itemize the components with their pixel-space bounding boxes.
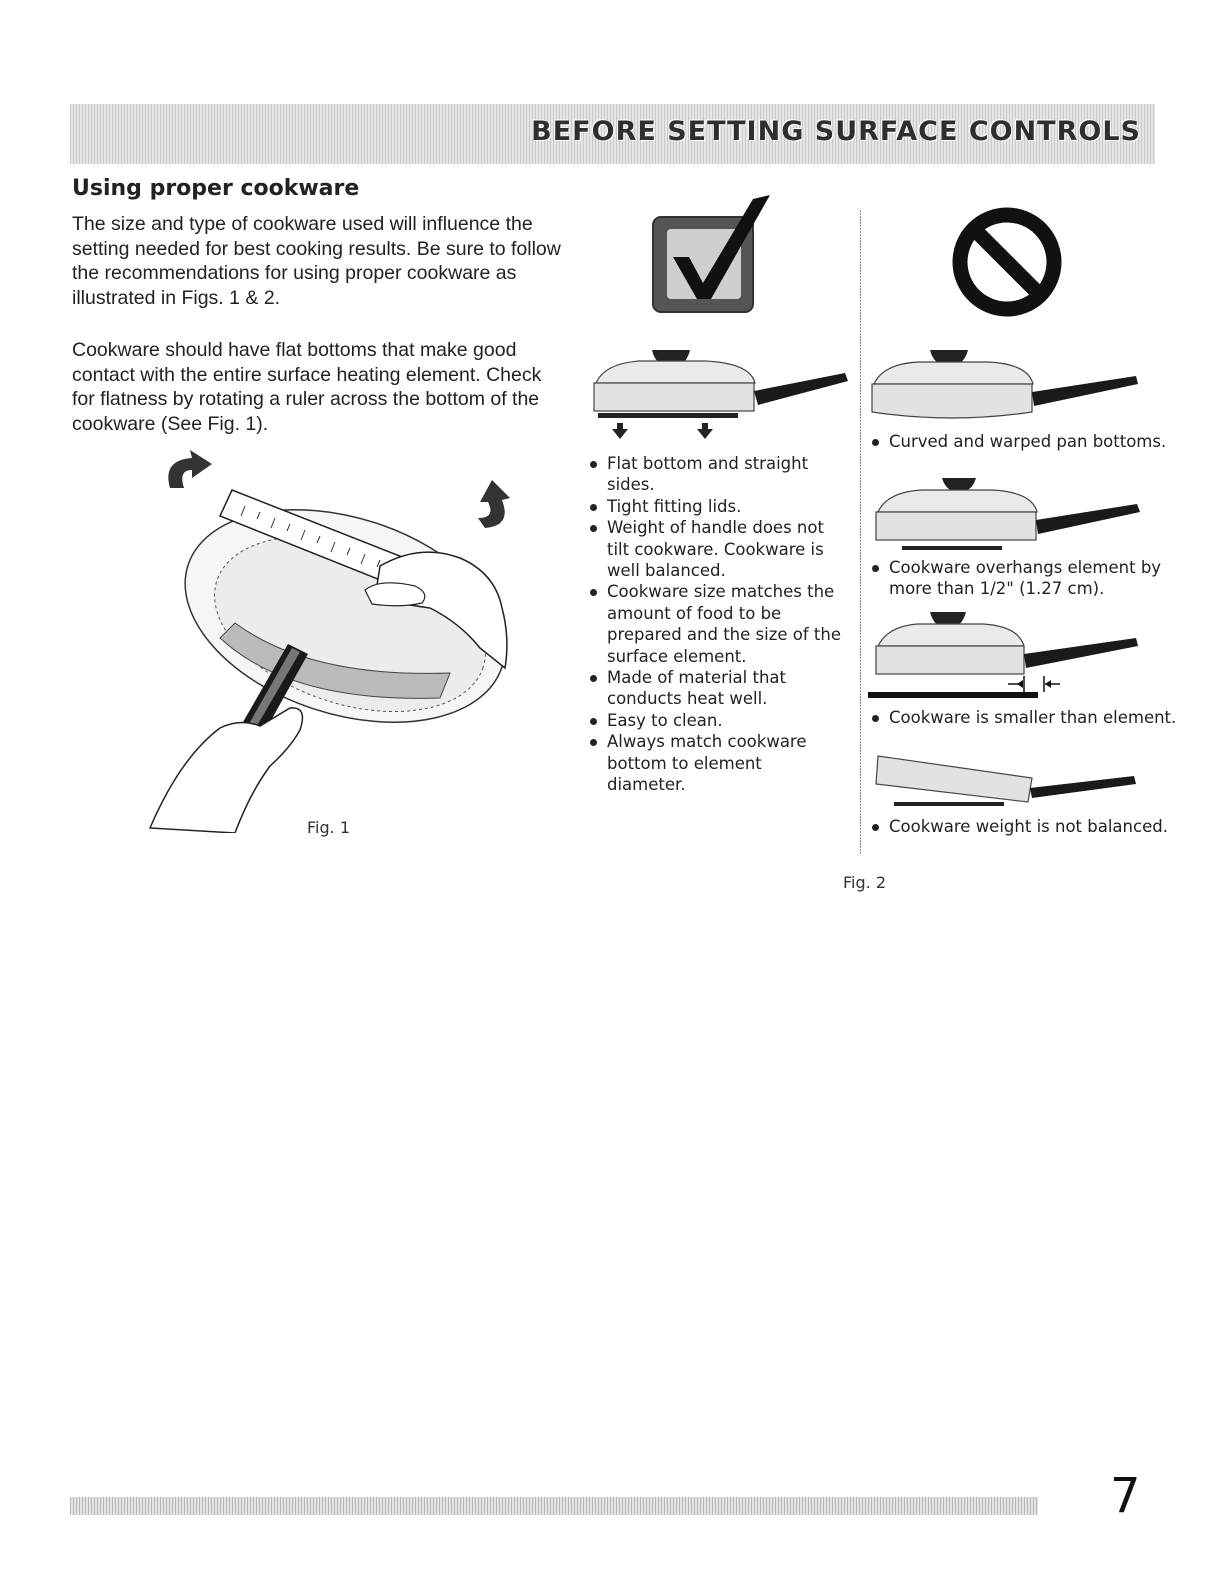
flatness-paragraph: Cookware should have flat bottoms that make good contact with the entire surface heating element. Check for flatness by rotating a ruler across the bottom of the cookware (See Fig. 1). <box>72 339 542 435</box>
section-heading: Using proper cookware <box>72 176 360 201</box>
warped-pan-illustration <box>868 350 1148 430</box>
list-item: Tight fitting lids. <box>588 496 843 517</box>
column-divider <box>860 210 861 855</box>
bad-item-unbalanced: Cookware weight is not balanced. <box>870 816 1179 837</box>
good-cookware-list <box>588 453 843 796</box>
small-pan-illustration <box>868 612 1148 702</box>
list-item: Cookware size matches the amount of food to be prepared and the size of the surface element. <box>588 581 843 667</box>
good-pan-illustration <box>590 345 855 440</box>
page-number: 7 <box>1110 1468 1141 1524</box>
page-header-title: BEFORE SETTING SURFACE CONTROLS <box>531 116 1141 147</box>
list-item: Easy to clean. <box>588 710 843 731</box>
intro-paragraph: The size and type of cookware used will influence the setting needed for best cooking results. Be sure to follow the recommendations for using proper cookware as illustrated in Figs. 1 & 2. <box>72 213 561 309</box>
list-item: Made of material that conducts heat well. <box>588 667 843 710</box>
list-item: Flat bottom and straight sides. <box>588 453 843 496</box>
bad-item-overhang: Cookware overhangs element by more than 1/2" (1.27 cm). <box>870 557 1179 600</box>
bad-item-smaller: Cookware is smaller than element. <box>870 707 1179 728</box>
fig2-label: Fig. 2 <box>843 873 886 892</box>
prohibited-icon <box>950 205 1065 320</box>
bad-item-warped: Curved and warped pan bottoms. <box>870 431 1179 452</box>
checkmark-icon <box>645 195 775 320</box>
fig1-label: Fig. 1 <box>307 818 350 837</box>
list-item: Weight of handle does not tilt cookware. Cookware is well balanced. <box>588 517 843 581</box>
footer-band <box>70 1497 1038 1515</box>
fig1-ruler-illustration <box>140 448 520 833</box>
overhang-pan-illustration <box>872 478 1147 553</box>
unbalanced-pan-illustration <box>872 752 1147 814</box>
list-item: Always match cookware bottom to element diameter. <box>588 731 843 795</box>
header-band <box>70 104 1155 164</box>
